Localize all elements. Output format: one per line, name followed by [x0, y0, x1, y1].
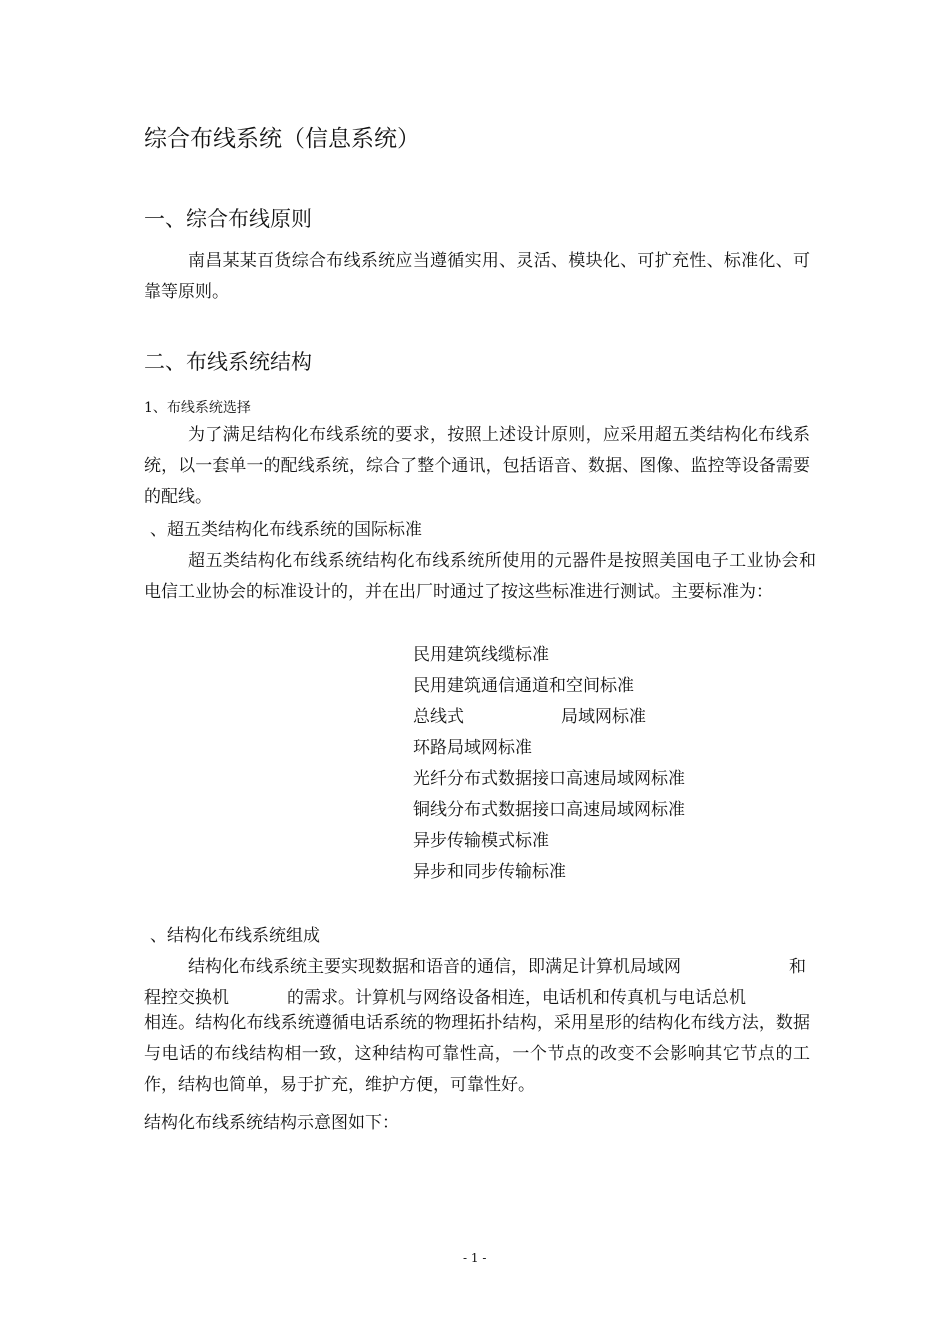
standard-item: 光纤分布式数据接口高速局域网标准: [413, 769, 685, 789]
standard-item: 总线式: [413, 707, 464, 727]
principles-paragraph: 南昌某某百货综合布线系统应当遵循实用、灵活、模块化、可扩充性、标准化、可靠等原则。: [144, 251, 810, 302]
page-title: 综合布线系统（信息系统）: [144, 126, 420, 152]
page-number: - 1 -: [463, 1251, 487, 1265]
composition-paragraph: 相连。结构化布线系统遵循电话系统的物理拓扑结构，采用星形的结构化布线方法，数据与电话的布线结构相一致，这种结构可靠性高，一个节点的改变不会影响其它节点的工作，结构也简单，易于扩充，维护方便，可靠性好。: [144, 1013, 810, 1095]
diagram-caption: 结构化布线系统结构示意图如下：: [144, 1113, 399, 1133]
subheading-system-composition: 、结构化布线系统组成: [150, 926, 320, 946]
section-heading-principles: 一、综合布线原则: [144, 207, 312, 231]
subheading-international-standards: 、超五类结构化布线系统的国际标准: [150, 520, 422, 540]
section-heading-structure: 二、布线系统结构: [144, 350, 312, 374]
subheading-system-selection: 1、布线系统选择: [144, 400, 251, 416]
composition-line2-end: 的需求。计算机与网络设备相连，电话机和传真机与电话总机: [287, 988, 746, 1008]
standard-item: 异步传输模式标准: [413, 831, 549, 851]
standard-item: 铜线分布式数据接口高速局域网标准: [413, 800, 685, 820]
composition-line1-end: 和: [789, 957, 806, 977]
standard-item: 异步和同步传输标准: [413, 862, 566, 882]
standard-item: 民用建筑线缆标准: [413, 645, 549, 665]
composition-line1-start: 结构化布线系统主要实现数据和语音的通信，即满足计算机局域网: [188, 957, 681, 977]
standard-item: 局域网标准: [561, 707, 646, 727]
system-selection-paragraph: 为了满足结构化布线系统的要求，按照上述设计原则，应采用超五类结构化布线系统，以一套单一的配线系统，综合了整个通讯，包括语音、数据、图像、监控等设备需要的配线。: [144, 425, 810, 507]
standard-item: 民用建筑通信通道和空间标准: [413, 676, 634, 696]
standard-item: 环路局域网标准: [413, 738, 532, 758]
standards-paragraph: 超五类结构化布线系统结构化布线系统所使用的元器件是按照美国电子工业协会和电信工业协会的标准设计的，并在出厂时通过了按这些标准进行测试。主要标准为：: [144, 551, 816, 602]
composition-line2-start: 程控交换机: [144, 988, 229, 1008]
